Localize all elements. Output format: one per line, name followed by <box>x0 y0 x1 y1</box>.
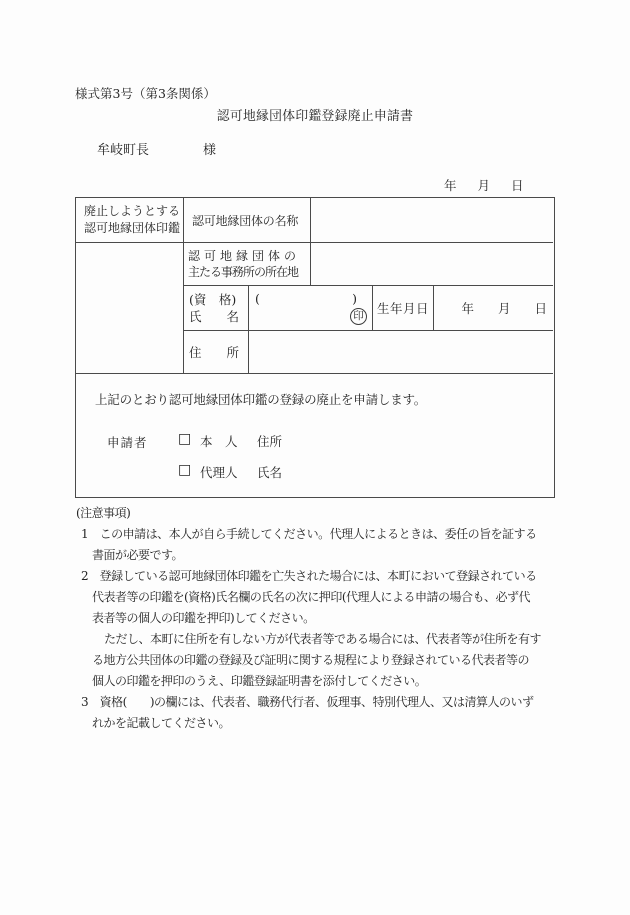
office-location-label-line2: 主たる事務所の所在地 <box>188 265 299 279</box>
birthdate-month-label: 月 <box>497 301 511 316</box>
dairinin-type-label: 代理人 <box>200 465 238 480</box>
notes-section <box>0 503 630 734</box>
qualification-label-line2: 氏 名 <box>189 309 240 324</box>
note-line: ただし、本町に住所を有しない方が代表者等である場合には、代表者等が住所を有す <box>104 632 542 646</box>
office-location-label-line1: 認可地縁団体の <box>188 249 301 263</box>
date-line <box>444 176 524 194</box>
note-line: 代表者等の印鑑を(資格)氏名欄の氏名の次に押印(代理人による申請の場合も、必ず代 <box>92 590 531 604</box>
declaration-section <box>76 374 553 496</box>
qualification-paren-close: ) <box>352 291 357 306</box>
qualification-label-line1: (資 格) <box>189 292 237 307</box>
qualification-name-label <box>184 286 249 331</box>
honnin-type-label: 本 人 <box>200 434 238 449</box>
birthdate-field <box>434 286 553 331</box>
application-table <box>75 197 555 498</box>
organization-name-field <box>311 198 553 243</box>
honnin-field-label: 住所 <box>257 434 283 449</box>
note-line: る地方公共団体の印鑑の登録及び証明に関する規程により登録されている代表者等の <box>92 653 530 667</box>
notes-heading: (注意事項) <box>76 506 131 520</box>
row-header-seal-to-cancel <box>76 198 184 243</box>
row-header-line2: 認可地縁団体印鑑 <box>84 221 181 235</box>
note-line: れかを記載してください。 <box>92 716 231 730</box>
seal-mark-icon: 印 <box>350 308 367 325</box>
addressee-honorific: 様 <box>203 143 217 158</box>
note-line: 3 資格( )の欄には、代表者、職務代行者、仮理事、特別代理人、又は清算人のいず <box>81 695 534 709</box>
date-day-label: 日 <box>511 178 524 193</box>
applicant-option-dairinin <box>76 463 553 479</box>
address-field <box>249 331 553 374</box>
row-header-line1: 廃止しようとする <box>84 204 181 218</box>
birthdate-day-label: 日 <box>534 301 547 316</box>
honnin-checkbox-icon: □ <box>178 431 192 447</box>
applicant-option-honnin <box>76 432 553 448</box>
dairinin-field-label: 氏名 <box>257 465 283 480</box>
dairinin-checkbox-icon: □ <box>178 462 192 478</box>
note-line: 書面が必要です。 <box>92 548 184 562</box>
note-line: 表者等の個人の印鑑を押印)してください。 <box>92 611 315 625</box>
note-line: 個人の印鑑を押印のうえ、印鑑登録証明書を添付してください。 <box>92 674 427 688</box>
form-number: 様式第3号（第3条関係） <box>75 86 216 101</box>
declaration-text: 上記のとおり認可地縁団体印鑑の登録の廃止を申請します。 <box>95 392 427 407</box>
qualification-paren-open: ( <box>255 291 260 306</box>
birthdate-label: 生年月日 <box>373 286 434 331</box>
date-year-label: 年 <box>444 178 457 193</box>
office-location-field <box>311 243 553 286</box>
address-label: 住 所 <box>184 331 249 374</box>
note-line: 1 この申請は、本人が自ら手続してください。代理人によるときは、委任の旨を証する <box>81 527 537 541</box>
applicant-label: 申請者 <box>107 435 148 450</box>
organization-name-label: 認可地縁団体の名称 <box>184 198 311 243</box>
date-month-label: 月 <box>477 178 491 193</box>
birthdate-year-label: 年 <box>461 301 474 316</box>
qualification-name-field <box>249 286 373 331</box>
addressee-line <box>97 139 216 158</box>
office-location-label <box>184 243 311 286</box>
note-line: 2 登録している認可地縁団体印鑑を亡失された場合には、本町において登録されている <box>81 569 537 583</box>
seal-impression-space <box>76 243 184 374</box>
document-title: 認可地縁団体印鑑登録廃止申請書 <box>216 109 414 124</box>
addressee-name: 牟岐町長 <box>97 143 150 158</box>
